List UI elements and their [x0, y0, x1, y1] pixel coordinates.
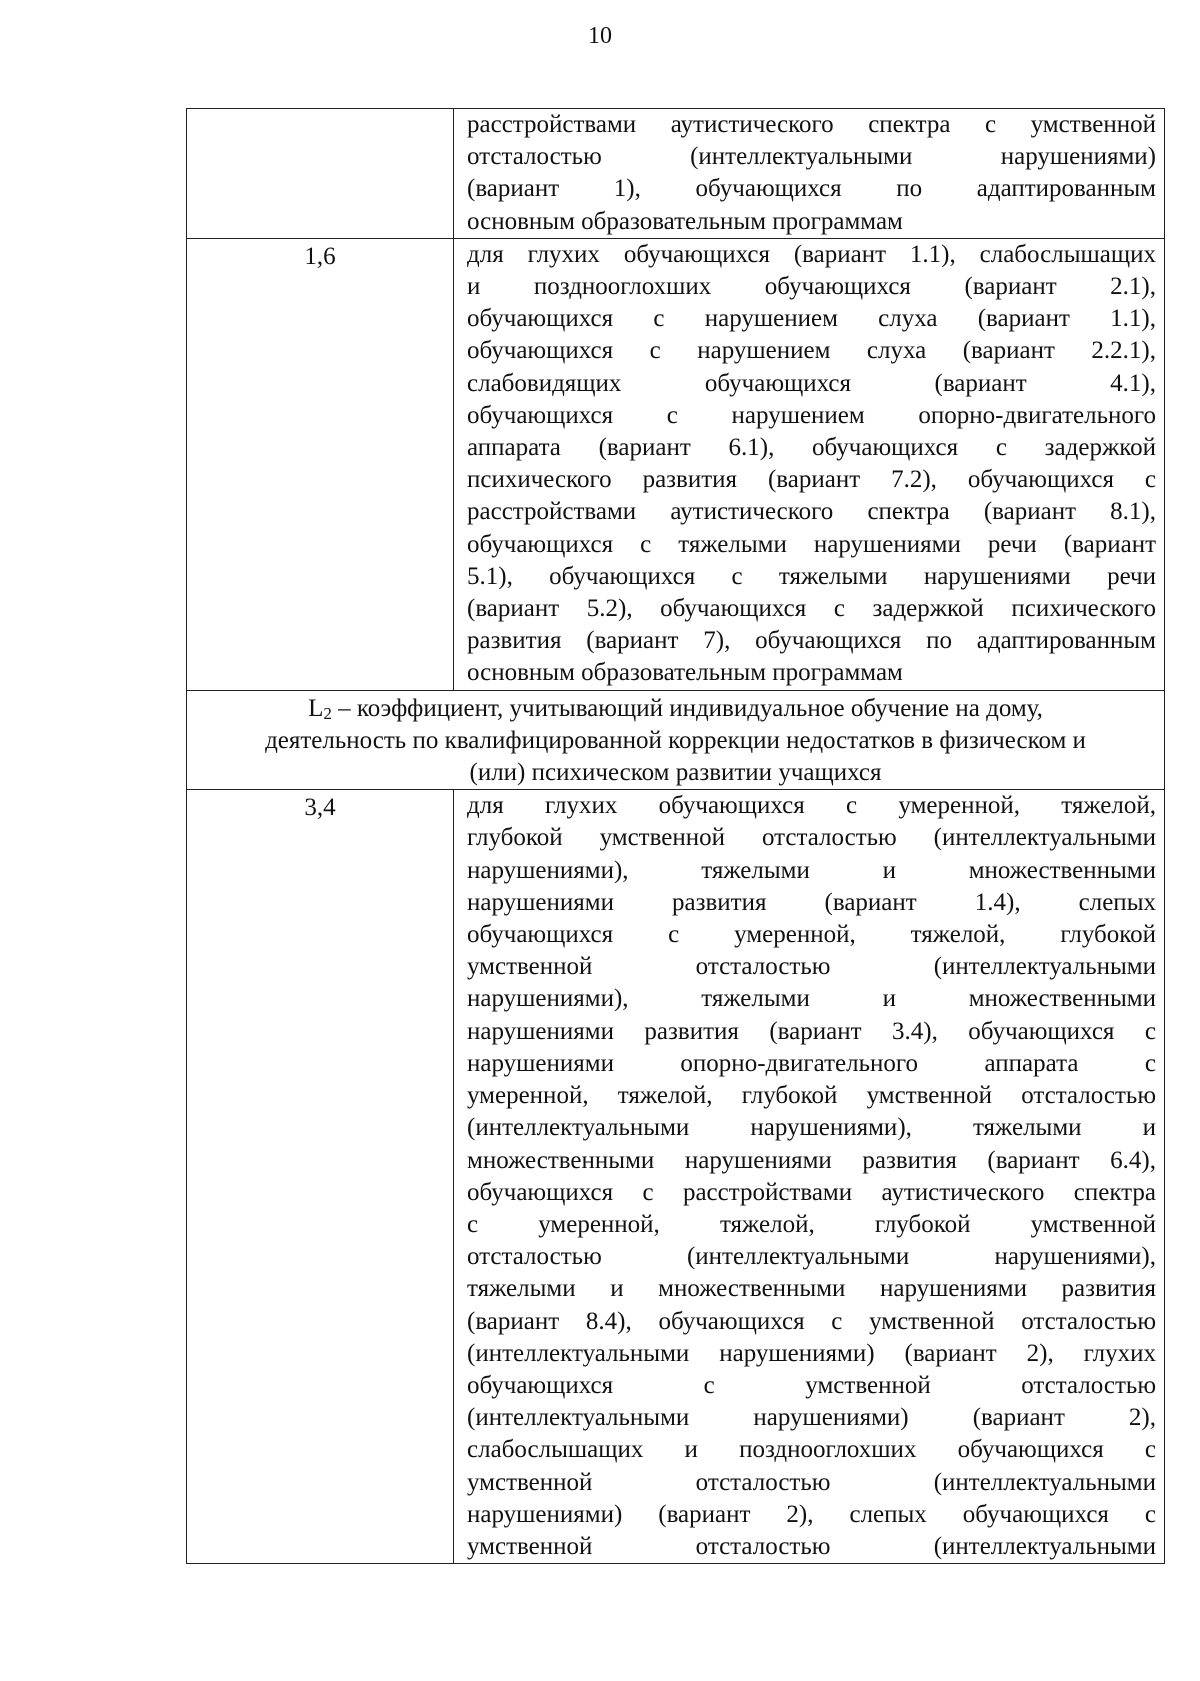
text-line: умственной отсталостью (интеллектуальными: [467, 953, 1156, 981]
text-line: (интеллектуальными нарушениями) (вариант 2), глухих: [467, 1339, 1156, 1367]
header-line: (или) психическом развитии учащихся: [469, 759, 882, 787]
text-line: слабовидящих обучающихся (вариант 4.1),: [467, 369, 1156, 397]
text-line: множественными нарушениями развития (вариант 6.4),: [467, 1146, 1156, 1174]
coefficient-cell: 1,6: [187, 238, 454, 690]
text-line: основным образовательным программам: [467, 659, 903, 687]
coefficients-table: [186, 108, 1165, 1564]
text-line: тяжелыми и множественными нарушениями развития: [467, 1275, 1156, 1303]
coefficient-header: [187, 690, 1165, 790]
text-line: отсталостью (интеллектуальными нарушениями): [467, 143, 1156, 171]
table-row: [187, 109, 1165, 239]
coefficient-cell: 3,4: [187, 790, 454, 1564]
text-line: обучающихся с умственной отсталостью: [467, 1371, 1156, 1399]
text-line: обучающихся с нарушением опорно-двигательного: [467, 401, 1156, 429]
header-line: деятельность по квалифицированной коррекции недостатков в физическом и: [265, 726, 1086, 754]
text-line: отсталостью (интеллектуальными нарушениями),: [467, 1243, 1156, 1271]
text-line: (интеллектуальными нарушениями) (вариант 2),: [467, 1404, 1156, 1432]
table-row: [187, 238, 1165, 690]
text-line: развития (вариант 7), обучающихся по адаптированным: [467, 627, 1156, 655]
text-line: с умеренной, тяжелой, глубокой умственной: [467, 1210, 1156, 1238]
text-line: для глухих обучающихся (вариант 1.1), слабослышащих: [467, 240, 1156, 268]
text-line: умеренной, тяжелой, глубокой умственной отсталостью: [467, 1082, 1156, 1110]
text-line: нарушениями опорно-двигательного аппарата с: [467, 1049, 1156, 1077]
text-line: аппарата (вариант 6.1), обучающихся с задержкой: [467, 434, 1156, 462]
text-line: нарушениями), тяжелыми и множественными: [467, 856, 1156, 884]
header-line: [195, 693, 1156, 725]
description-cell: [454, 790, 1165, 1564]
table-row: [187, 690, 1165, 790]
text-line: обучающихся с нарушением слуха (вариант 2.2.1),: [467, 337, 1156, 365]
text-line: обучающихся с расстройствами аутистического спектра: [467, 1178, 1156, 1206]
text-line: психического развития (вариант 7.2), обучающихся с: [467, 466, 1156, 494]
text-line: (вариант 5.2), обучающихся с задержкой психического: [467, 595, 1156, 623]
text-line: умственной отсталостью (интеллектуальными: [467, 1468, 1156, 1496]
text-line: нарушениями развития (вариант 1.4), слепых: [467, 888, 1156, 916]
text-line: основным образовательным программам: [467, 207, 903, 235]
text-line: (интеллектуальными нарушениями), тяжелыми и: [467, 1114, 1156, 1142]
text-line: слабослышащих и позднооглохших обучающихся с: [467, 1436, 1156, 1464]
coefficient-cell: [187, 109, 454, 239]
text-line: умственной отсталостью (интеллектуальными: [467, 1532, 1156, 1560]
text-line: для глухих обучающихся с умеренной, тяжелой,: [467, 792, 1156, 820]
text-line: обучающихся с нарушением слуха (вариант 1.1),: [467, 305, 1156, 333]
text-line: расстройствами аутистического спектра (вариант 8.1),: [467, 498, 1156, 526]
text-line: нарушениями) (вариант 2), слепых обучающихся с: [467, 1500, 1156, 1528]
text-line: расстройствами аутистического спектра с умственной: [467, 111, 1156, 138]
text-line: и позднооглохших обучающихся (вариант 2.1),: [467, 273, 1156, 301]
description-cell: [454, 109, 1165, 239]
description-cell: [454, 238, 1165, 690]
page-number: 10: [588, 23, 612, 49]
text-line: нарушениями), тяжелыми и множественными: [467, 985, 1156, 1013]
text-line: обучающихся с тяжелыми нарушениями речи (вариант: [467, 530, 1156, 558]
text-line: (вариант 1), обучающихся по адаптированным: [467, 175, 1156, 203]
table-row: [187, 790, 1165, 1564]
coefficient-symbol: L: [308, 694, 324, 722]
text-line: 5.1), обучающихся с тяжелыми нарушениями речи: [467, 562, 1156, 590]
header-text: – коэффициент, учитывающий индивидуальное обучение на дому,: [331, 694, 1043, 722]
text-line: (вариант 8.4), обучающихся с умственной отсталостью: [467, 1307, 1156, 1335]
coefficient-subscript: 2: [323, 703, 332, 723]
text-line: глубокой умственной отсталостью (интеллектуальными: [467, 824, 1156, 852]
text-line: нарушениями развития (вариант 3.4), обучающихся с: [467, 1017, 1156, 1045]
text-line: обучающихся с умеренной, тяжелой, глубокой: [467, 921, 1156, 949]
